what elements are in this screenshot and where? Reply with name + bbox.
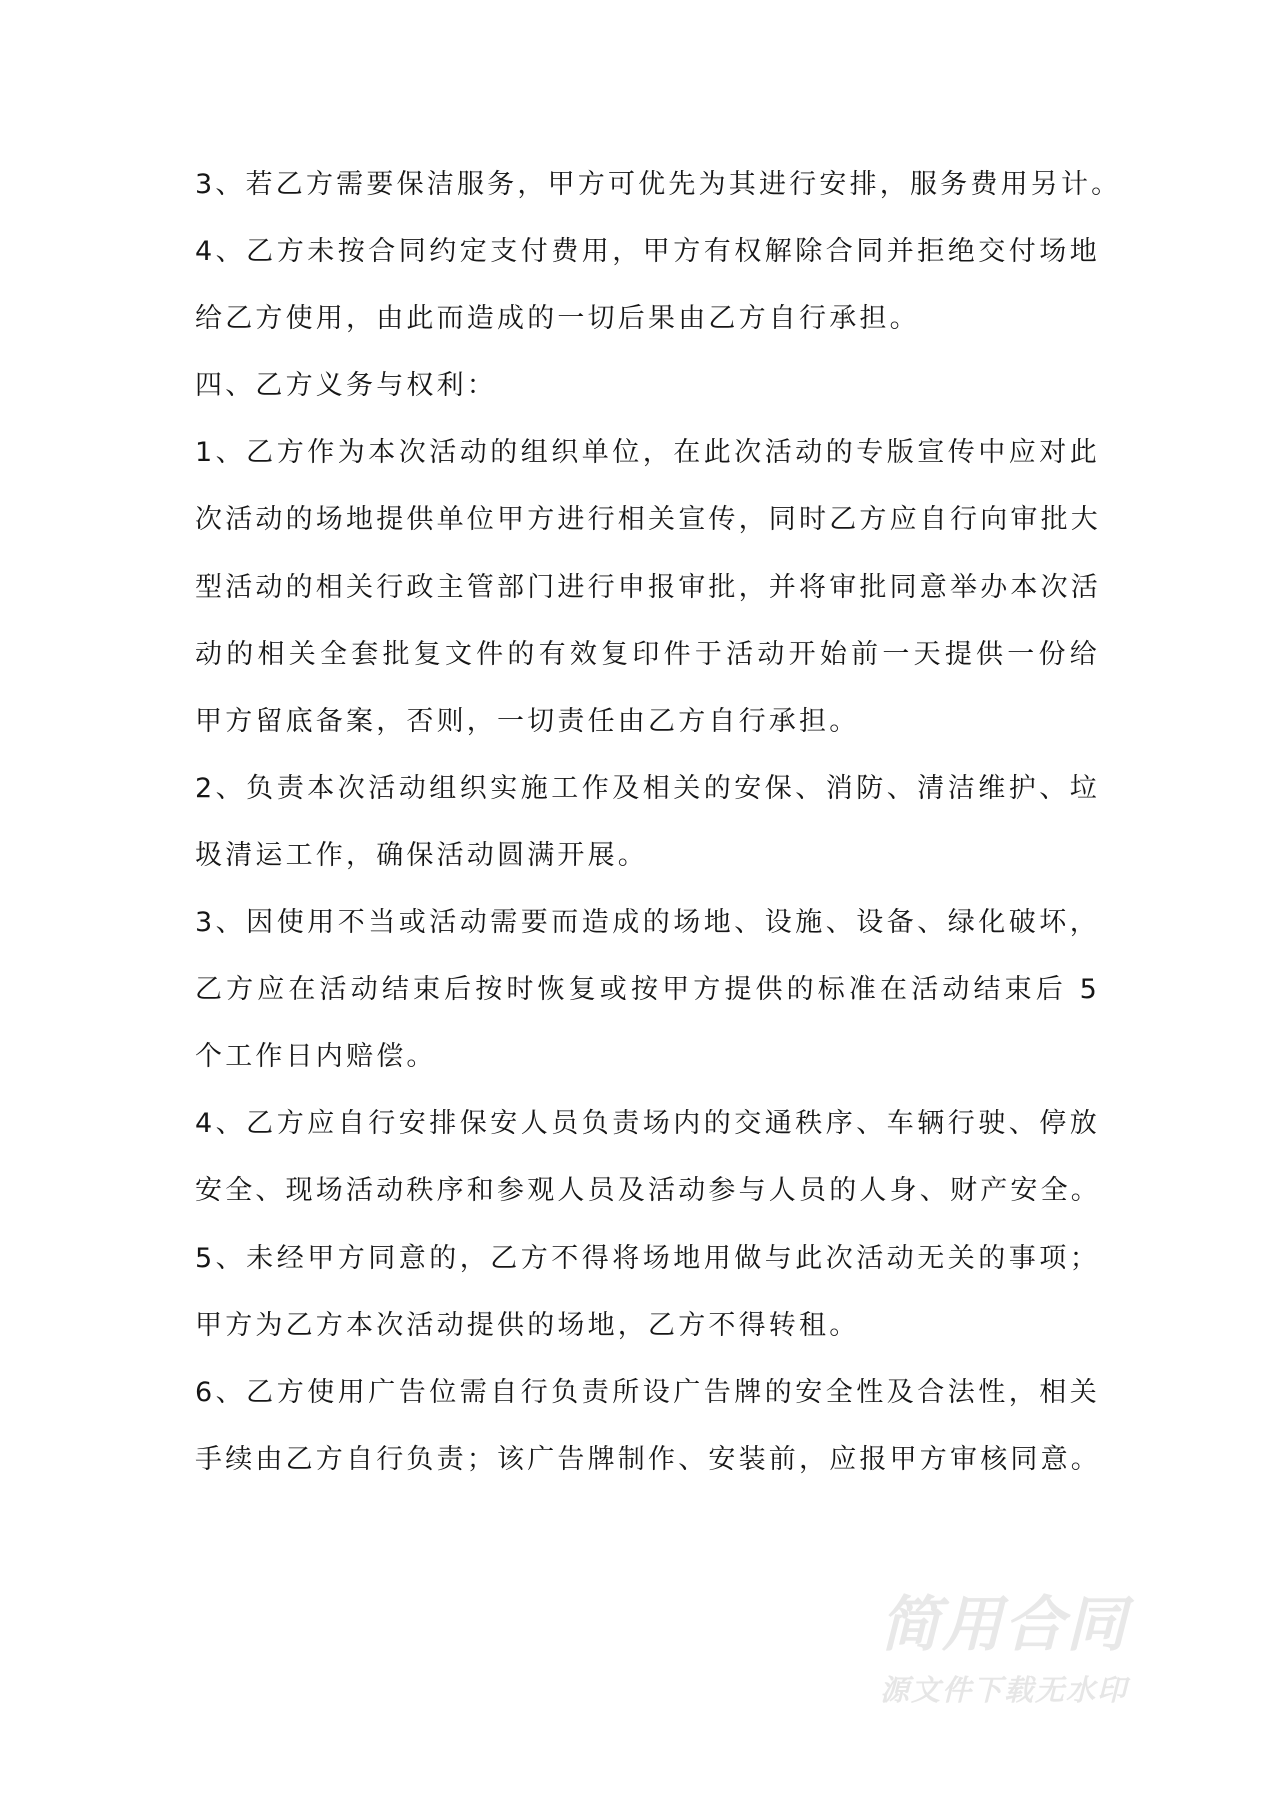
line-b-clause-2-cont: 圾清运工作，确保活动圆满开展。: [195, 839, 648, 871]
line-clause-4-payment-cont: 给乙方使用，由此而造成的一切后果由乙方自行承担。: [195, 303, 920, 335]
line-b-clause-1-cont-1: 次活动的场地提供单位甲方进行相关宣传，同时乙方应自行向审批大: [195, 504, 1101, 536]
line-clause-3-cleaning: 3、若乙方需要保洁服务，甲方可优先为其进行安排，服务费用另计。: [195, 169, 1122, 200]
line-b-clause-3: 3、因使用不当或活动需要而造成的场地、设施、设备、绿化破坏，: [195, 907, 1100, 939]
line-b-clause-3-cont-1: 乙方应在活动结束后按时恢复或按甲方提供的标准在活动结束后 5: [195, 974, 1100, 1006]
line-b-clause-5-cont: 甲方为乙方本次活动提供的场地，乙方不得转租。: [195, 1309, 860, 1341]
contract-body: [195, 162, 1122, 1504]
line-b-clause-1-cont-4: 甲方留底备案，否则，一切责任由乙方自行承担。: [195, 705, 860, 737]
line-b-clause-4-cont: 安全、现场活动秩序和参观人员及活动参与人员的人身、财产安全。: [195, 1175, 1101, 1207]
watermark-logo: [880, 1590, 1180, 1710]
line-b-clause-1-cont-3: 动的相关全套批复文件的有效复印件于活动开始前一天提供一份给: [195, 638, 1100, 670]
line-b-clause-5: 5、未经甲方同意的，乙方不得将场地用做与此次活动无关的事项；: [195, 1242, 1100, 1274]
watermark-title: 简用合同: [880, 1590, 1128, 1660]
line-b-clause-4: 4、乙方应自行安排保安人员负责场内的交通秩序、车辆行驶、停放: [195, 1108, 1100, 1140]
line-b-clause-3-cont-2: 个工作日内赔偿。: [195, 1041, 437, 1073]
line-b-clause-6: 6、乙方使用广告位需自行负责所设广告牌的安全性及合法性，相关: [195, 1376, 1100, 1408]
section-heading-party-b-obligations: 四、乙方义务与权利：: [195, 370, 497, 402]
line-b-clause-2: 2、负责本次活动组织实施工作及相关的安保、消防、清洁维护、垃: [195, 772, 1100, 804]
line-b-clause-1: 1、乙方作为本次活动的组织单位，在此次活动的专版宣传中应对此: [195, 437, 1100, 469]
line-b-clause-6-cont: 手续由乙方自行负责；该广告牌制作、安装前，应报甲方审核同意。: [195, 1443, 1101, 1475]
line-b-clause-1-cont-2: 型活动的相关行政主管部门进行申报审批，并将审批同意举办本次活: [195, 571, 1101, 603]
line-clause-4-payment: 4、乙方未按合同约定支付费用，甲方有权解除合同并拒绝交付场地: [195, 236, 1100, 268]
watermark-subtitle: 源文件下载无水印: [880, 1673, 1129, 1707]
